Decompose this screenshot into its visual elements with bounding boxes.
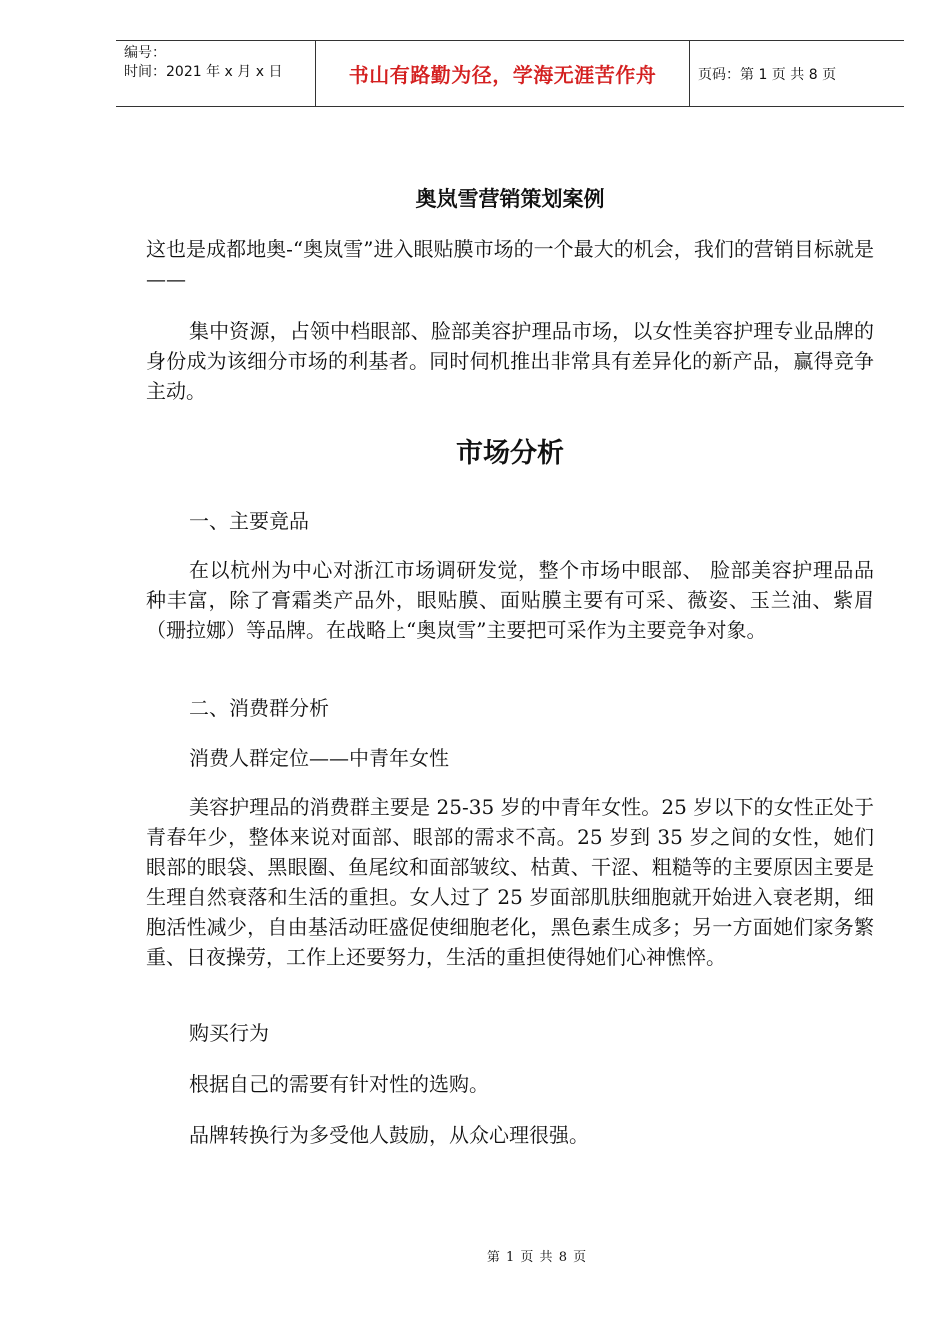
header-page-cell xyxy=(690,41,904,106)
purchase-line-2: 品牌转换行为多受他人鼓励，从众心理很强。 xyxy=(189,1123,589,1147)
positioning-line: 消费人群定位——中青年女性 xyxy=(189,746,449,770)
item1-body: 在以杭州为中心对浙江市场调研发觉，整个市场中眼部、 脸部美容护理品品种丰富，除了膏霜类产品外，眼贴膜、面贴膜主要有可采、薇姿、玉兰油、紫眉（珊拉娜）等品牌。在战略上“奥岚雪”主要把可采作为主要竞争对象。 xyxy=(146,558,874,642)
intro-paragraph: 这也是成都地奥-“奥岚雪”进入眼贴膜市场的一个最大的机会，我们的营销目标就是—— xyxy=(146,237,874,291)
purchase-heading: 购买行为 xyxy=(189,1021,269,1045)
header-page-info: 页码：第 1 页 共 8 页 xyxy=(698,66,837,83)
header-meta-cell xyxy=(116,41,316,106)
purchase-line-1: 根据自己的需要有针对性的选购。 xyxy=(189,1072,489,1096)
time-label: 时间：2021 年 x 月 x 日 xyxy=(124,64,283,80)
document-header xyxy=(116,40,904,107)
header-motto-cell xyxy=(316,41,690,106)
consumer-body: 美容护理品的消费群主要是 25-35 岁的中青年女性。25 岁以下的女性正处于青春年少，整体来说对面部、眼部的需求不高。25 岁到 35 岁之间的女性，她们眼部的眼袋、黑眼圈、鱼尾纹和面部皱纹、枯黄、干涩、粗糙等的主要原因主要是生理自然衰落和生活的重担。女人过了 25 岁面部肌肤细胞就开始进入衰老期，细胞活性减少，自由基活动旺盛促使细胞老化，黑色素生成多；另一方面她们家务繁重、日夜操劳，工作上还要努力，生活的重担使得她们心神憔悴。 xyxy=(146,795,874,969)
goal-paragraph: 集中资源，占领中档眼部、脸部美容护理品市场，以女性美容护理专业品牌的身份成为该细分市场的利基者。同时伺机推出非常具有差异化的新产品，赢得竞争主动。 xyxy=(146,319,874,403)
serial-label: 编号： xyxy=(124,45,166,61)
page-footer: 第 1 页 共 8 页 xyxy=(486,1250,588,1265)
item2-heading: 二、消费群分析 xyxy=(189,696,329,720)
document-title: 奥岚雪营销策划案例 xyxy=(415,186,605,211)
section-title-market-analysis: 市场分析 xyxy=(456,438,564,469)
header-motto: 书山有路勤为径，学海无涯苦作舟 xyxy=(348,63,657,87)
item1-heading: 一、主要竟品 xyxy=(189,509,309,533)
